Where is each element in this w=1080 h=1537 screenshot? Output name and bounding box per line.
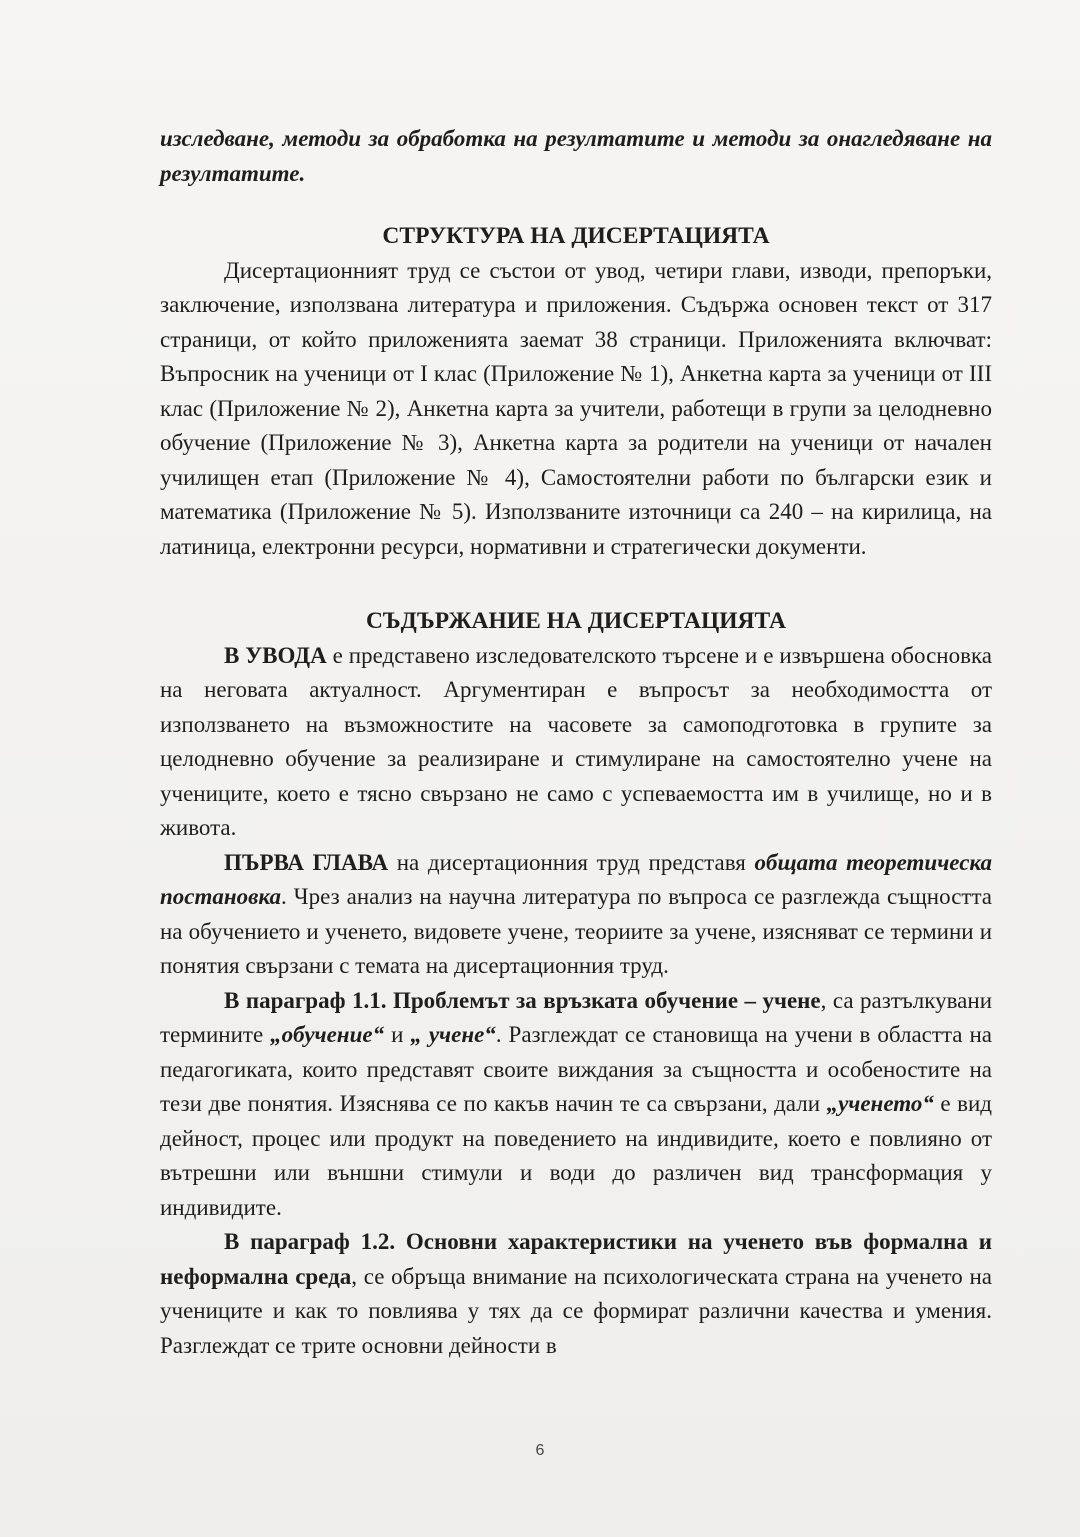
term-uchene: „ учене“ <box>410 1022 496 1047</box>
chapter-one-paragraph <box>160 846 992 984</box>
section-heading-structure: СТРУКТУРА НА ДИСЕРТАЦИЯТА <box>382 223 770 249</box>
paragraph-1-1-text-4: е вид дейност, процес или продукт на поведението на индивидите, което е повлияно от вътрешни или външни стимули и води до различен вид трансформация у индивидите. <box>160 1091 992 1220</box>
term-obuchenie: „обучение“ <box>270 1022 385 1047</box>
chapter-one-text-1: на дисертационния труд представя <box>388 849 755 875</box>
paragraph-1-1-lead: В параграф 1.1. Проблемът за връзката обучение – учене <box>224 987 821 1013</box>
page-number: 6 <box>535 1442 545 1459</box>
introduction-paragraph <box>160 639 992 846</box>
paragraph-1-2 <box>160 1225 992 1363</box>
introduction-text: е представено изследователското търсене и е извършена обосновка на неговата актуалност. Аргументиран е въпросът за необходимостта от използването на възможностите на часовете за самоподготовка в групите за целодневно обучение за реализиране и стимулиране на самостоятелно учене на учениците, което е тясно свързано не само с успеваемостта им в училище, но и в живота. <box>160 642 992 840</box>
term-ucheneto: „ученето“ <box>826 1091 934 1116</box>
section-heading-contents: СЪДЪРЖАНИЕ НА ДИСЕРТАЦИЯТА <box>366 608 786 634</box>
chapter-one-emphasis: общата теоретическа постановка <box>160 849 992 909</box>
page-content <box>160 122 992 1363</box>
paragraph-1-2-lead: В параграф 1.2. Основни характеристики на ученето във формална и неформална среда <box>160 1229 992 1289</box>
paragraph-1-1-text-3: . Разглеждат се становища на учени в областта на педагогиката, които представят своите виждания за същността и особеностите на тези две понятия. Изяснява се по какъв начин те са свързани, дали <box>160 1022 992 1116</box>
paragraph-1-1-text-2: и <box>384 1022 411 1047</box>
introduction-lead: В УВОДА <box>224 642 327 668</box>
paragraph-1-1 <box>160 984 992 1226</box>
paragraph-1-2-text: , се обръща внимание на психологическата страна на ученето на учениците и как то повлиява у тях да се формират различни качества и умения. Разглеждат се трите основни дейности в <box>160 1263 992 1358</box>
chapter-one-text-2: . Чрез анализ на научна литература по въпроса се разглежда същността на обучението и ученето, видовете учене, теориите за учене, изясняват се термини и понятия свързани с темата на дисертационния труд. <box>160 884 992 978</box>
paragraph-1-1-text-1: , са разтълкувани термините <box>160 987 992 1047</box>
structure-paragraph: Дисертационният труд се състои от увод, четири глави, изводи, препоръки, заключение, използвана литература и приложения. Съдържа основен текст от 317 страници, от който приложенията заемат 38 страници. Приложенията включват: Въпросник на ученици от I клас (Приложение № 1), Анкетна карта за ученици от III клас (Приложение № 2), Анкетна карта за учители, работещи в групи за целодневно обучение (Приложение № 3), Анкетна карта за родители на ученици от начален училищен етап (Приложение № 4), Самостоятелни работи по български език и математика (Приложение № 5). Използваните източници са 240 – на кирилица, на латиница, електронни ресурси, нормативни и стратегически документи. <box>160 257 992 559</box>
intro-continuation: изследване, методи за обработка на резултатите и методи за онагледяване на резултатите. <box>160 126 992 186</box>
chapter-one-lead: ПЪРВА ГЛАВА <box>224 849 389 875</box>
